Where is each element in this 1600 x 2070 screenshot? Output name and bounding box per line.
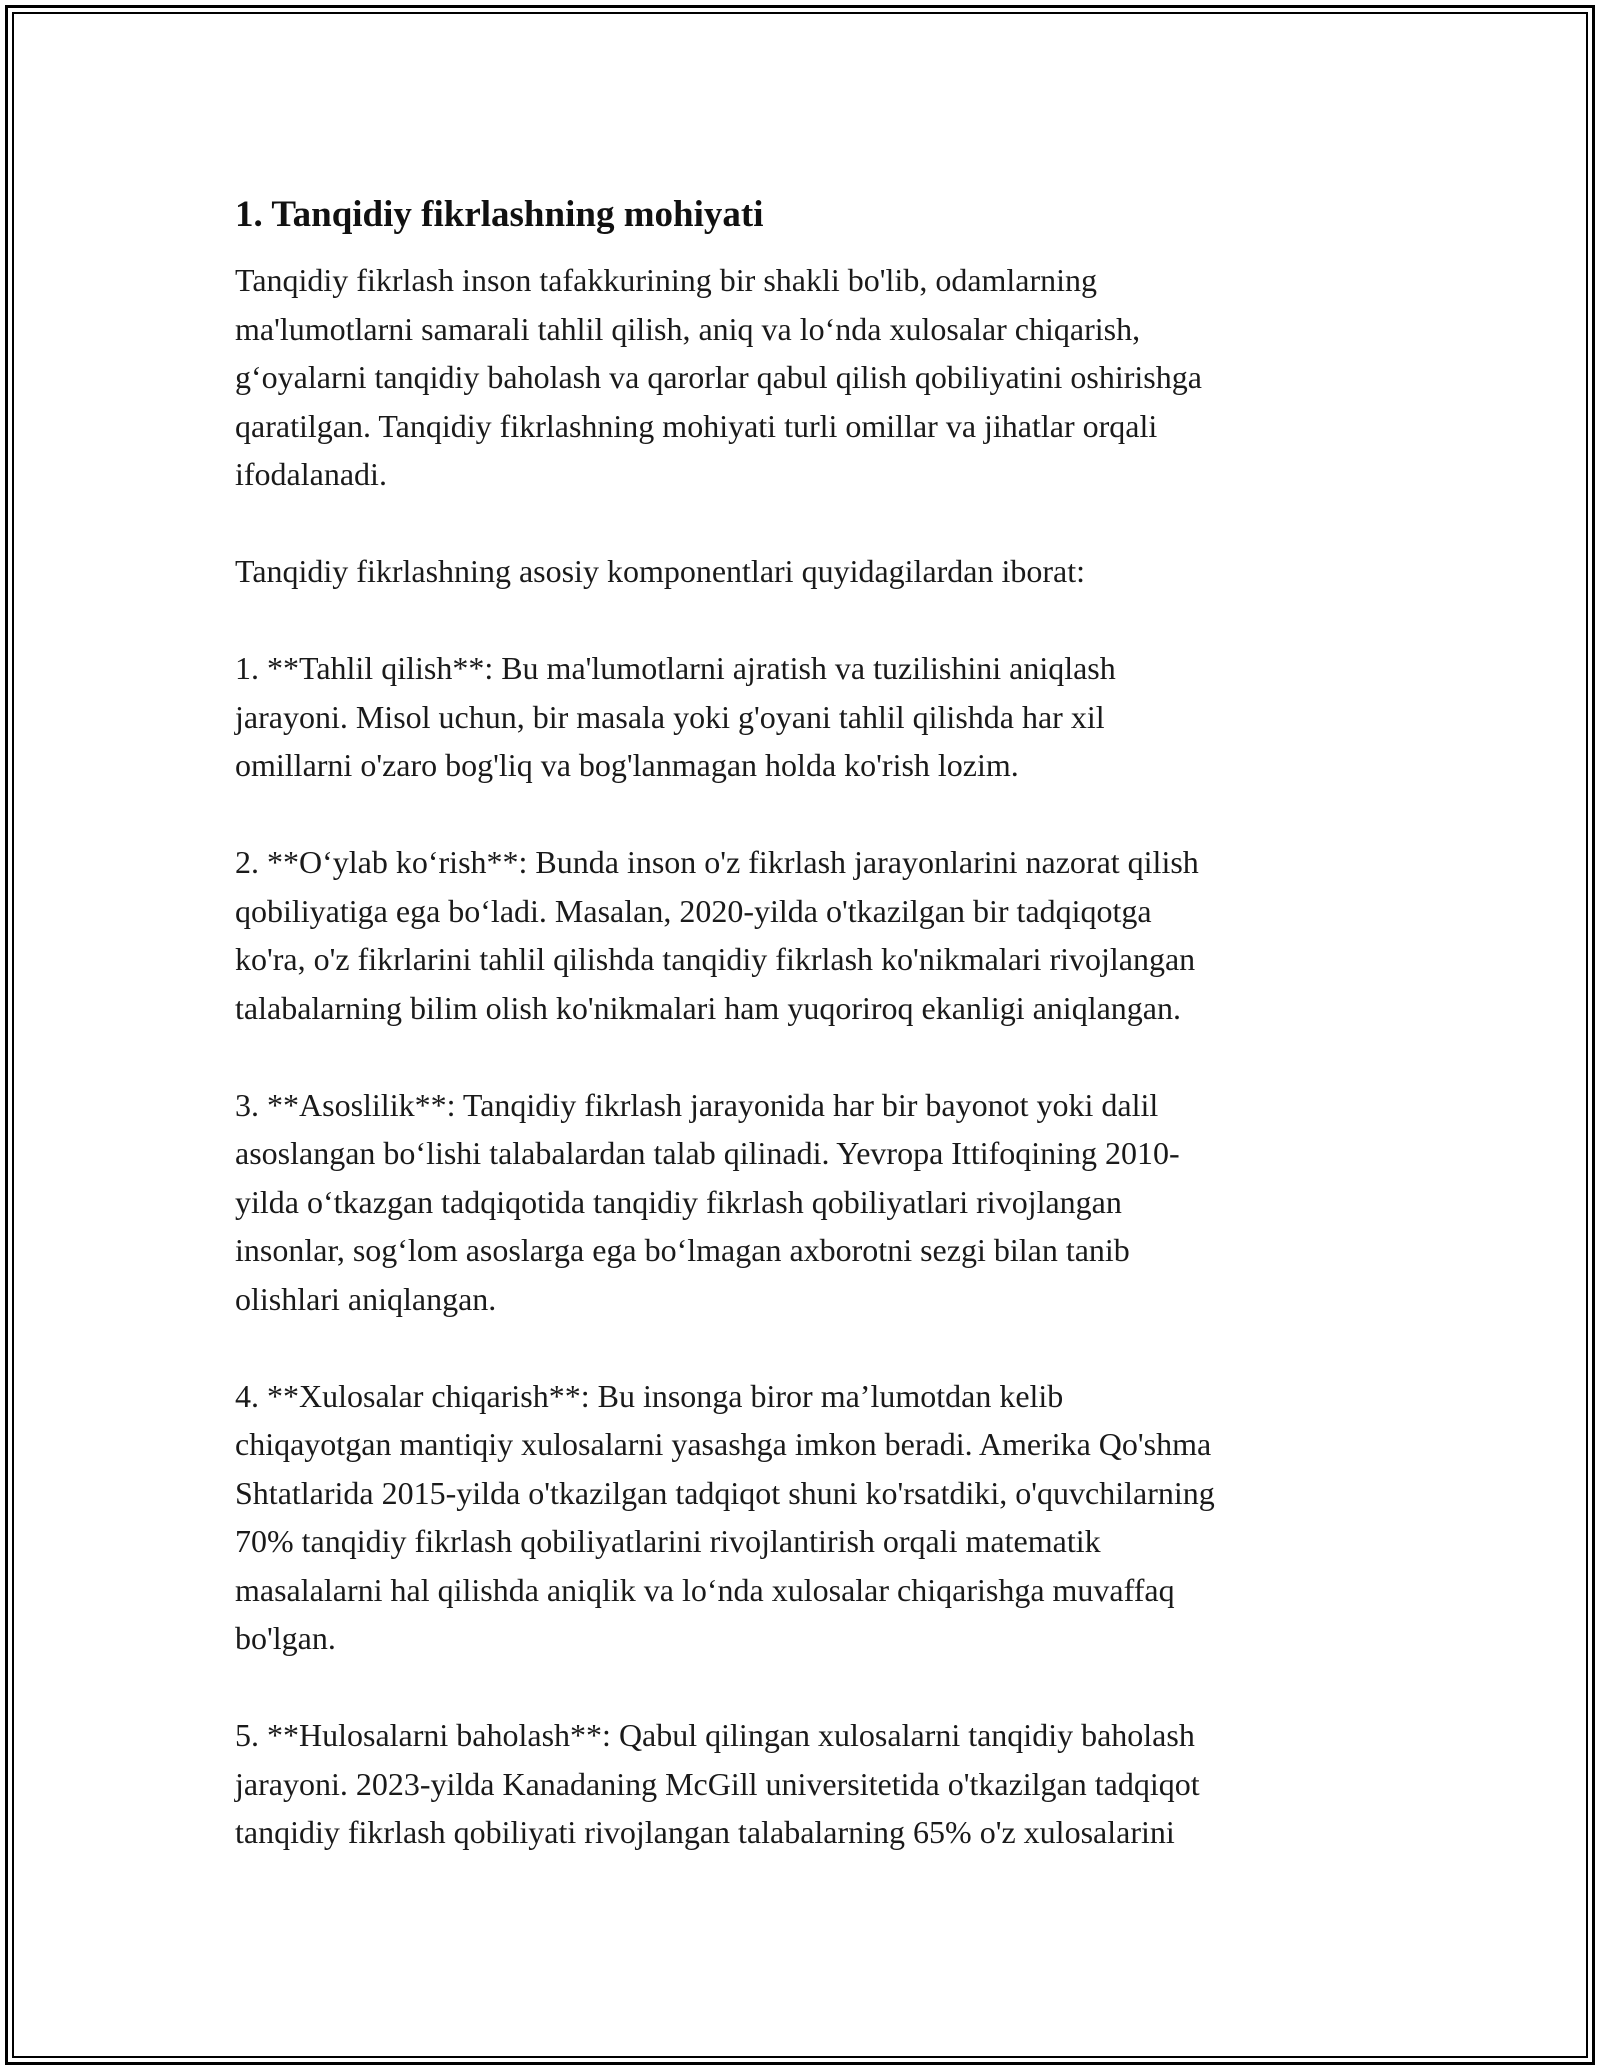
paragraph-line: omillarni o'zaro bog'liq va bog'lanmagan holda ko'rish lozim.: [235, 747, 1019, 783]
paragraph-line: talabalarning bilim olish ko'nikmalari ham yuqoriroq ekanligi aniqlangan.: [235, 989, 1181, 1026]
paragraph-gap: [235, 596, 1385, 645]
paragraph-line: jarayoni. Misol uchun, bir masala yoki g'oyani tahlil qilishda har xil: [235, 698, 1105, 735]
paragraph-line: yilda o‘tkazgan tadqiqotida tanqidiy fikrlash qobiliyatlari rivojlangan: [235, 1183, 1122, 1220]
paragraph-gap: [235, 1663, 1385, 1712]
paragraph-line: masalalarni hal qilishda aniqlik va lo‘nda xulosalar chiqarishga muvaffaq: [235, 1571, 1175, 1608]
body-paragraph: [235, 838, 1385, 1032]
paragraph-line: 70% tanqidiy fikrlash qobiliyatlarini rivojlantirish orqali matematik: [235, 1523, 1101, 1559]
paragraph-line: 5. **Hulosalarni baholash**: Qabul qilingan xulosalarni tanqidiy baholash: [235, 1717, 1195, 1753]
paragraph-line: chiqayotgan mantiqiy xulosalarni yasashga imkon beradi. Amerika Qo'shma: [235, 1426, 1212, 1462]
paragraph-line: jarayoni. 2023-yilda Kanadaning McGill universitetida o'tkazilgan tadqiqot: [235, 1765, 1200, 1802]
paragraph-list: [235, 256, 1385, 1857]
paragraph-line: asoslangan bo‘lishi talabalardan talab qilinadi. Yevropa Ittifoqining 2010-: [235, 1135, 1180, 1171]
paragraph-line: ko'ra, o'z fikrlarini tahlil qilishda tanqidiy fikrlash ko'nikmalari rivojlangan: [235, 941, 1196, 977]
paragraph-line: qobiliyatiga ega bo‘ladi. Masalan, 2020-yilda o'tkazilgan bir tadqiqotga: [235, 892, 1152, 929]
paragraph-line: g‘oyalarni tanqidiy baholash va qarorlar qabul qilish qobiliyatini oshirishga: [235, 359, 1202, 395]
paragraph-line: 1. **Tahlil qilish**: Bu ma'lumotlarni ajratish va tuzilishini aniqlash: [235, 650, 1116, 686]
body-paragraph: [235, 547, 1385, 596]
paragraph-line: 3. **Asoslilik**: Tanqidiy fikrlash jarayonida har bir bayonot yoki dalil: [235, 1086, 1159, 1123]
body-paragraph: [235, 256, 1385, 499]
paragraph-line: ifodalanadi.: [235, 456, 387, 492]
body-paragraph: [235, 644, 1385, 790]
paragraph-line: insonlar, sog‘lom asoslarga ega bo‘lmagan axborotni sezgi bilan tanib: [235, 1232, 1130, 1268]
paragraph-line: 2. **O‘ylab ko‘rish**: Bunda inson o'z fikrlash jarayonlarini nazorat qilish: [235, 844, 1199, 880]
paragraph-line: 4. **Xulosalar chiqarish**: Bu insonga biror ma’lumotdan kelib: [235, 1377, 1064, 1414]
section-heading: 1. Tanqidiy fikrlashning mohiyati: [235, 194, 764, 235]
paragraph-line: Shtatlarida 2015-yilda o'tkazilgan tadqiqot shuni ko'rsatdiki, o'quvchilarning: [235, 1474, 1215, 1511]
body-paragraph: [235, 1372, 1385, 1663]
body-paragraph: [235, 1711, 1385, 1857]
paragraph-gap: [235, 499, 1385, 548]
paragraph-line: olishlari aniqlangan.: [235, 1280, 497, 1317]
paragraph-line: tanqidiy fikrlash qobiliyati rivojlangan talabalarning 65% o'z xulosalarini: [235, 1814, 1175, 1850]
paragraph-gap: [235, 1323, 1385, 1372]
paragraph-line: Tanqidiy fikrlashning asosiy komponentlari quyidagilardan iborat:: [235, 553, 1086, 589]
paragraph-gap: [235, 1032, 1385, 1081]
paragraph-line: qaratilgan. Tanqidiy fikrlashning mohiyati turli omillar va jihatlar orqali: [235, 407, 1158, 444]
paragraph-line: Tanqidiy fikrlash inson tafakkurining bir shakli bo'lib, odamlarning: [235, 262, 1098, 298]
paragraph-line: bo'lgan.: [235, 1620, 336, 1656]
paragraph-line: ma'lumotlarni samarali tahlil qilish, aniq va lo‘nda xulosalar chiqarish,: [235, 310, 1141, 347]
document-body: [235, 190, 1385, 1857]
body-paragraph: [235, 1081, 1385, 1324]
paragraph-gap: [235, 790, 1385, 839]
